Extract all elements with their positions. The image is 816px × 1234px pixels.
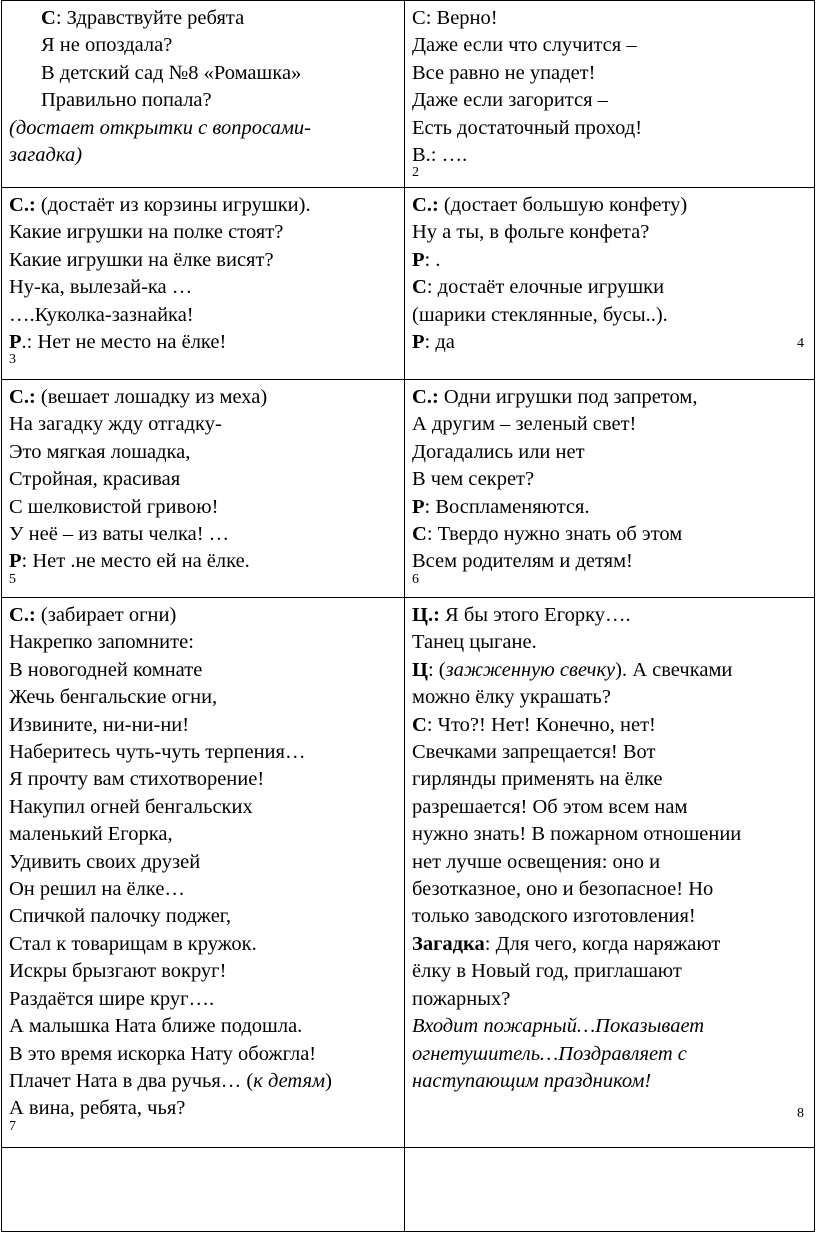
line: В детский сад №8 «Ромашка» bbox=[41, 61, 302, 84]
stage-direction: наступающим праздником! bbox=[412, 1069, 652, 1092]
cell-7 bbox=[2, 598, 405, 1148]
line: Жечь бенгальские огни, bbox=[9, 686, 218, 709]
line: нет лучше освещения: оно и bbox=[412, 850, 661, 873]
cell-3 bbox=[2, 188, 405, 380]
line: ….Куколка-зазнайка! bbox=[9, 303, 194, 326]
line: Искры брызгают вокруг! bbox=[9, 960, 227, 983]
line: безотказное, оно и безопасное! Но bbox=[412, 878, 714, 901]
cell-number: 8 bbox=[797, 1106, 804, 1121]
line: В чем секрет? bbox=[412, 468, 535, 491]
line: Какие игрушки на полке стоят? bbox=[9, 221, 284, 244]
line: Ну-ка, вылезай-ка … bbox=[9, 276, 193, 299]
script-table bbox=[1, 0, 815, 1232]
line: С: Верно! bbox=[412, 7, 498, 29]
line: Спичкой палочку поджег, bbox=[9, 905, 232, 928]
cell-2 bbox=[405, 1, 815, 188]
line: Р: . bbox=[412, 248, 441, 271]
line: Все равно не упадет! bbox=[412, 61, 596, 84]
cell-number: 5 bbox=[9, 571, 16, 587]
line: Удивить своих друзей bbox=[9, 850, 201, 873]
cell-number: 3 bbox=[9, 352, 16, 368]
cell-1 bbox=[2, 1, 405, 188]
line: С.: Одни игрушки под запретом, bbox=[412, 386, 698, 408]
cell-number: 7 bbox=[9, 1118, 16, 1134]
line: Танец цыгане. bbox=[412, 631, 537, 654]
line: Даже если что случится – bbox=[412, 34, 637, 57]
cell-6 bbox=[405, 380, 815, 598]
line: пожарных? bbox=[412, 987, 511, 1010]
line: С: Что?! Нет! Конечно, нет! bbox=[412, 713, 656, 736]
line: А малышка Ната ближе подошла. bbox=[9, 1015, 303, 1038]
line: Я не опоздала? bbox=[41, 34, 173, 57]
line: В это время искорка Нату обожгла! bbox=[9, 1042, 317, 1065]
line: маленький Егорка, bbox=[9, 823, 173, 846]
line: нужно знать! В пожарном отношении bbox=[412, 823, 742, 846]
line: Загадка: Для чего, когда наряжают bbox=[412, 932, 721, 955]
line: Даже если загорится – bbox=[412, 89, 608, 112]
line: Всем родителям и детям! bbox=[412, 550, 633, 573]
line: А вина, ребята, чья? bbox=[9, 1097, 186, 1120]
line: С.: (забирает огни) bbox=[9, 604, 177, 626]
line: С.: (достает большую конфету) bbox=[412, 194, 688, 216]
line: можно ёлку украшать? bbox=[412, 686, 611, 709]
line: Стройная, красивая bbox=[9, 468, 181, 491]
cell-4 bbox=[405, 188, 815, 380]
line: С шелковистой гривою! bbox=[9, 495, 219, 518]
line: Есть достаточный проход! bbox=[412, 116, 643, 139]
cell-number: 2 bbox=[412, 165, 419, 181]
line: На загадку жду отгадку- bbox=[9, 413, 222, 436]
line: Стал к товарищам в кружок. bbox=[9, 932, 257, 955]
cell-number: 4 bbox=[797, 336, 804, 351]
line: С.: (вешает лошадку из меха) bbox=[9, 386, 268, 408]
line: Свечками запрещается! Вот bbox=[412, 741, 656, 764]
line: Догадались или нет bbox=[412, 440, 585, 463]
line: Плачет Ната в два ручья… (к детям) bbox=[9, 1069, 332, 1092]
cell-empty-right bbox=[405, 1148, 815, 1232]
line: (шарики стеклянные, бусы..). bbox=[412, 303, 668, 326]
line: только заводского изготовления! bbox=[412, 905, 696, 928]
line: гирлянды применять на ёлке bbox=[412, 768, 663, 791]
line: В новогодней комнате bbox=[9, 658, 203, 681]
line: Ну а ты, в фольге конфета? bbox=[412, 221, 650, 244]
stage-direction: Входит пожарный…Показывает bbox=[412, 1015, 705, 1038]
line: В.: …. bbox=[412, 144, 468, 167]
cell-5 bbox=[2, 380, 405, 598]
line: Раздаётся шире круг…. bbox=[9, 987, 215, 1010]
line: Р: да bbox=[412, 331, 455, 354]
line: Ц: (зажженную свечку). А свечками bbox=[412, 658, 733, 681]
cell-number: 6 bbox=[412, 571, 419, 587]
line: разрешается! Об этом всем нам bbox=[412, 795, 688, 818]
line: Он решил на ёлке… bbox=[9, 878, 185, 901]
line: Накупил огней бенгальских bbox=[9, 795, 253, 818]
stage-direction: (достает открытки с вопросами- bbox=[9, 116, 311, 139]
line: С: Здравствуйте ребята bbox=[41, 7, 245, 29]
line: Какие игрушки на ёлке висят? bbox=[9, 248, 274, 271]
line: А другим – зеленый свет! bbox=[412, 413, 637, 436]
line: С.: (достаёт из корзины игрушки). bbox=[9, 194, 311, 216]
cell-8 bbox=[405, 598, 815, 1148]
line: Р.: Нет не место на ёлке! bbox=[9, 331, 227, 354]
stage-direction: огнетушитель…Поздравляет с bbox=[412, 1042, 687, 1065]
line: Р: Воспламеняются. bbox=[412, 495, 590, 518]
line: Это мягкая лошадка, bbox=[9, 440, 191, 463]
line: Наберитесь чуть-чуть терпения… bbox=[9, 741, 306, 764]
line: Накрепко запомните: bbox=[9, 631, 194, 654]
cell-empty-left bbox=[2, 1148, 405, 1232]
line: С: Твердо нужно знать об этом bbox=[412, 523, 683, 546]
line: ёлку в Новый год, приглашают bbox=[412, 960, 682, 983]
line: Я прочту вам стихотворение! bbox=[9, 768, 265, 791]
line: У неё – из ваты челка! … bbox=[9, 523, 230, 546]
stage-direction: загадка) bbox=[9, 144, 83, 167]
line: Р: Нет .не место ей на ёлке. bbox=[9, 550, 250, 573]
line: Ц.: Я бы этого Егорку…. bbox=[412, 604, 631, 626]
line: С: достаёт елочные игрушки bbox=[412, 276, 665, 299]
line: Правильно попала? bbox=[41, 89, 212, 112]
line: Извините, ни-ни-ни! bbox=[9, 713, 190, 736]
